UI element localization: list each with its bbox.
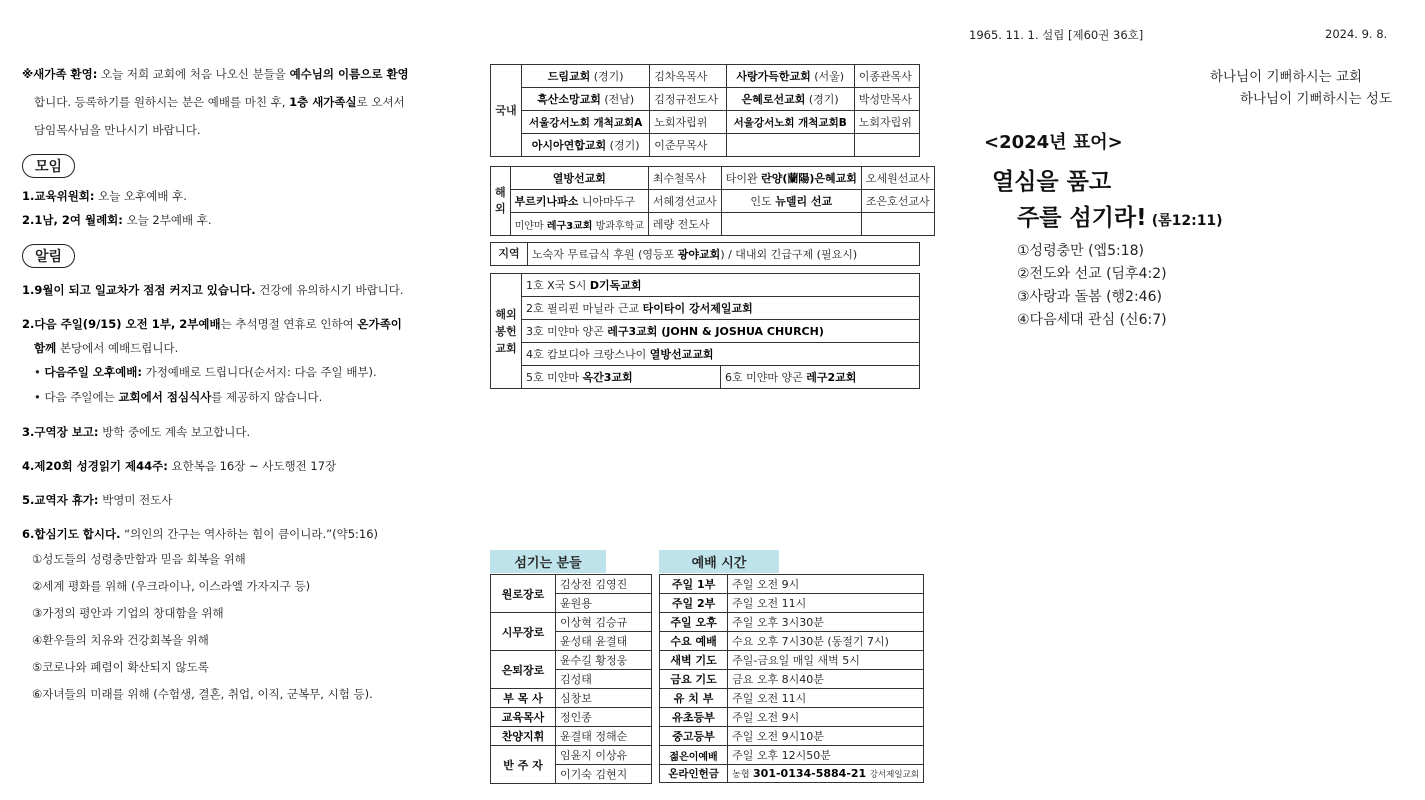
regional-label: 지역: [491, 243, 528, 266]
notice-1: [22, 278, 462, 302]
notice-6: [22, 522, 462, 708]
worship-table: [659, 574, 924, 783]
notice-text: 는 추석명절 연휴로 인하여: [220, 317, 354, 331]
meeting-item: [22, 208, 462, 232]
notice-title: 5.교역자 휴가:: [22, 493, 99, 507]
mission-pastor: 조은호선교사: [861, 190, 934, 213]
bullet-title: 다음주일 오후예배:: [44, 365, 142, 379]
offering-church: 열방선교교회: [649, 348, 714, 361]
church-region: (경기): [593, 70, 624, 83]
mission-pastor: 레량 전도사: [648, 213, 721, 236]
church-name: 아시아연합교회: [531, 139, 607, 152]
notice-title: 4.제20회 성경읽기 제44주:: [22, 459, 168, 473]
welcome-text-1: 오늘 저희 교회에 처음 나오신 분들을: [100, 67, 286, 81]
motto-point: ④다음세대 관심 (신6:7): [1017, 312, 1167, 328]
meeting-text: 오늘 2부예배 후.: [126, 213, 212, 227]
mission-name: 뉴델리 선교: [775, 195, 833, 208]
church-pastor: 이종관목사: [854, 65, 919, 88]
bullet-text: 가정예배로 드립니다(순서지: 다음 주일 배부).: [145, 365, 377, 379]
welcome-text-4: 담임목사님을 만나시기 바랍니다.: [34, 123, 201, 137]
offering-church: 레구2교회: [806, 371, 857, 384]
server-names: 김상전 김영진: [556, 575, 652, 594]
mission-country: 부르키나파소: [514, 195, 579, 208]
service-name: 새벽 기도: [660, 651, 728, 670]
service-time: 수요 오후 7시30분 (동절기 7시): [728, 632, 924, 651]
motto-main-2-wrapper: [1017, 199, 1223, 232]
server-names: 윤수길 황정웅: [556, 651, 652, 670]
offering-location: 6호 미얀마 양곤: [725, 371, 803, 384]
meeting-item: [22, 184, 462, 208]
church-name: 드림교회: [547, 70, 591, 83]
bulletin-date: 2024. 9. 8.: [1325, 27, 1388, 41]
server-role: 원로장로: [491, 575, 556, 613]
server-names: 정인종: [556, 708, 652, 727]
regional-text: 노숙자 무료급식 후원 (영등포: [532, 248, 675, 261]
mission-name: 니아마두구: [581, 195, 636, 208]
service-time: 주일 오전 11시: [728, 689, 924, 708]
server-names: 임윤지 이상유: [556, 746, 652, 765]
motto-points: [1017, 240, 1167, 332]
notice-3: [22, 420, 462, 444]
notice-text: 박영미 전도사: [102, 493, 173, 507]
welcome-text-2: 합니다. 등록하기를 원하시는 분은 예배를 마친 후,: [34, 95, 286, 109]
server-names: 심창보: [556, 689, 652, 708]
offering-church: D기독교회: [589, 279, 642, 292]
church-pastor: 노회자립위: [854, 111, 919, 134]
server-role: 부 목 사: [491, 689, 556, 708]
motto-ref: (롬12:11): [1151, 213, 1223, 229]
service-time: 금요 오후 8시40분: [728, 670, 924, 689]
mission-pastor: 서혜경선교사: [648, 190, 721, 213]
server-names: 윤원용: [556, 594, 652, 613]
offering-church: 옥간3교회: [582, 371, 633, 384]
service-name: 유 치 부: [660, 689, 728, 708]
welcome-text-3: 로 오셔서: [356, 95, 405, 109]
motto-line: 하나님이 기뻐하시는 교회: [1210, 69, 1363, 85]
offering-church: 타이타이 강서제일교회: [642, 302, 753, 315]
motto-main-2: 주를 섬기라!: [1017, 205, 1147, 231]
mission-country: 미얀마: [514, 220, 544, 232]
church-name: 서울강서노회 개척교회B: [733, 116, 847, 129]
domestic-label: 국내: [491, 65, 522, 157]
offering-location: 4호 캄보디아 크랑스나이: [526, 348, 647, 361]
church-region: (경기): [609, 139, 640, 152]
motto-line: 하나님이 기뻐하시는 성도: [1239, 91, 1392, 107]
bank-name: 농협: [732, 770, 750, 780]
notice-text: 방학 중에도 계속 보고합니다.: [102, 425, 251, 439]
notice-title: 6.합심기도 합시다.: [22, 527, 121, 541]
meetings-list: [22, 184, 462, 232]
offering-location: 3호 미얀마 양곤: [526, 325, 604, 338]
servers-label: 섬기는 분들: [490, 550, 606, 573]
prayer-item: ⑥자녀들의 미래를 위해 (수험생, 결혼, 취업, 이직, 군복무, 시험 등).: [32, 687, 373, 701]
domestic-table: [490, 64, 920, 157]
year-title: <2024년 표어>: [984, 132, 1123, 153]
prayer-item: ③가정의 평안과 기업의 창대함을 위해: [32, 606, 224, 620]
server-role: 교육목사: [491, 708, 556, 727]
regional-emphasis: 광야교회: [677, 248, 721, 261]
welcome-title: ※새가족 환영:: [22, 67, 98, 81]
mission-program: 방과후학교: [595, 220, 644, 232]
meeting-text: 오늘 오후예배 후.: [98, 189, 187, 203]
overseas-table: [490, 166, 935, 236]
notice-5: [22, 488, 462, 512]
motto-point: ③사랑과 돌봄 (행2:46): [1017, 289, 1162, 305]
notice-bullet: • 다음 주일에는 교회에서 점심식사를 제공하지 않습니다.: [34, 390, 323, 404]
left-column: [22, 60, 462, 708]
church-region: (경기): [808, 93, 839, 106]
regional-text: ) / 대내외 긴급구제 (필요시): [720, 248, 858, 261]
notice-emphasis: 온가족이: [357, 317, 402, 331]
service-time: 주일-금요일 매일 새벽 5시: [728, 651, 924, 670]
service-name: 젊은이예배: [660, 746, 728, 765]
service-name: 주일 2부: [660, 594, 728, 613]
meeting-title: 2.1남, 2여 월례회:: [22, 213, 123, 227]
mission-country: 타이완: [725, 172, 758, 185]
bullet-text: 를 제공하지 않습니다.: [211, 390, 323, 404]
church-region: (전남): [604, 93, 635, 106]
offering-label: 해외봉헌교회: [491, 274, 522, 389]
service-time: 주일 오전 9시: [728, 575, 924, 594]
mission-name: 란양(蘭陽)은혜교회: [761, 172, 857, 185]
church-pastor: 이준무목사: [650, 134, 726, 157]
service-name: 유초등부: [660, 708, 728, 727]
prayer-item: ①성도들의 성령충만함과 믿음 회복을 위해: [32, 552, 246, 566]
service-name: 주일 1부: [660, 575, 728, 594]
prayer-item: ④환우들의 치유와 건강회복을 위해: [32, 633, 209, 647]
offering-location: 2호 필리핀 마닐라 근교: [526, 302, 640, 315]
church-name: 서울강서노회 개척교회A: [529, 116, 643, 129]
welcome-section: [22, 60, 462, 144]
church-name: 사랑가득한교회: [736, 70, 811, 83]
account-holder: 강서제일교회: [869, 770, 919, 780]
notice-title: 3.구역장 보고:: [22, 425, 99, 439]
server-names: 윤성태 윤결태: [556, 632, 652, 651]
notice-emphasis: 함께: [34, 341, 57, 355]
welcome-emphasis: 예수님의 이름으로 환영: [289, 67, 409, 81]
server-role: 찬양지휘: [491, 727, 556, 746]
notice-4: [22, 454, 462, 478]
service-time: 주일 오전 9시10분: [728, 727, 924, 746]
service-name: 중고등부: [660, 727, 728, 746]
church-name: 은혜로선교회: [741, 93, 806, 106]
account-number: 301-0134-5884-21: [753, 767, 867, 780]
server-role: 은퇴장로: [491, 651, 556, 689]
church-pastor: 노회자립위: [650, 111, 726, 134]
motto-point: ②전도와 선교 (딤후4:2): [1017, 266, 1167, 282]
offering-location: 1호 X국 S시: [526, 279, 587, 292]
notice-bullet: • 다음주일 오후예배: 가정예배로 드립니다(순서지: 다음 주일 배부).: [34, 365, 377, 379]
server-role: 시무장로: [491, 613, 556, 651]
offering-church: 레구3교회 (JOHN & JOSHUA CHURCH): [607, 325, 824, 338]
service-name: 금요 기도: [660, 670, 728, 689]
church-name: 흑산소망교회: [537, 93, 601, 106]
mission-name: 레구3교회: [546, 220, 593, 232]
motto-main-1: 열심을 품고: [992, 169, 1112, 195]
prayer-item: ⑤코로나와 폐렴이 확산되지 않도록: [32, 660, 209, 674]
notice-title: 1.9월이 되고 일교차가 점점 커지고 있습니다.: [22, 283, 256, 297]
notice-text: 건강에 유의하시기 바랍니다.: [259, 283, 404, 297]
service-time: 주일 오후 3시30분: [728, 613, 924, 632]
offering-churches-table: [490, 273, 920, 389]
mission-name: 열방선교회: [510, 167, 648, 190]
bullet-emphasis: 교회에서 점심식사: [118, 390, 212, 404]
mission-country: 인도: [750, 195, 772, 208]
notice-ref: (약5:16): [332, 527, 379, 541]
server-names: 윤결태 정해순: [556, 727, 652, 746]
offering-location: 5호 미얀마: [526, 371, 579, 384]
service-time: 주일 오전 9시: [728, 708, 924, 727]
church-pastor: 김차옥목사: [650, 65, 726, 88]
online-offering-label: 온라인헌금: [660, 765, 728, 783]
server-role: 반 주 자: [491, 746, 556, 784]
mission-pastor: 오세원선교사: [861, 167, 934, 190]
bullet-text: 다음 주일에는: [44, 390, 115, 404]
service-name: 주일 오후: [660, 613, 728, 632]
church-pastor: 김정규전도사: [650, 88, 726, 111]
prayer-item: ②세계 평화를 위해 (우크라이나, 이스라엘 가자지구 등): [32, 579, 311, 593]
notice-2: [22, 312, 462, 410]
welcome-room: 1층 새가족실: [289, 95, 357, 109]
meeting-title: 1.교육위원회:: [22, 189, 95, 203]
server-names: 김성태: [556, 670, 652, 689]
notices-label: 알림: [22, 244, 75, 268]
service-name: 수요 예배: [660, 632, 728, 651]
server-names: 이기숙 김현지: [556, 765, 652, 784]
regional-table: [490, 242, 920, 266]
service-time: 주일 오전 11시: [728, 594, 924, 613]
server-names: 이상혁 김승규: [556, 613, 652, 632]
notice-text: 본당에서 예배드립니다.: [59, 341, 179, 355]
mission-pastor: 최수철목사: [648, 167, 721, 190]
motto-point: ①성령충만 (엡5:18): [1017, 243, 1144, 259]
church-region: (서울): [814, 70, 845, 83]
church-motto: [1210, 66, 1392, 110]
church-pastor: 박성만목사: [854, 88, 919, 111]
worship-label: 예배 시간: [659, 550, 779, 573]
notice-text: 요한복음 16장 ~ 사도행전 17장: [171, 459, 337, 473]
established-info: 1965. 11. 1. 설립 [제60권 36호]: [969, 28, 1144, 42]
notice-title: 2.다음 주일(9/15) 오전 1부, 2부예배: [22, 317, 221, 331]
overseas-label: 해외: [491, 167, 511, 236]
notice-quote: “의인의 간구는 역사하는 힘이 큼이니라.”: [124, 527, 333, 541]
servers-table: [490, 574, 652, 784]
meetings-label: 모임: [22, 154, 75, 178]
service-time: 주일 오후 12시50분: [728, 746, 924, 765]
